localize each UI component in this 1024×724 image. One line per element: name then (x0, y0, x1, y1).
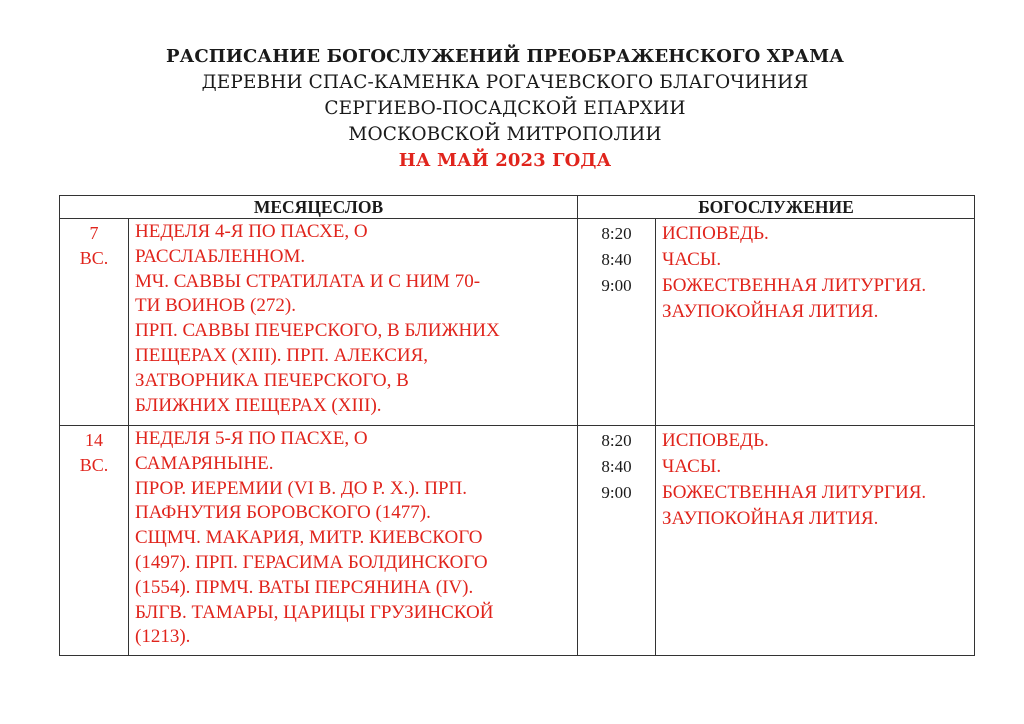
times-cell (578, 219, 656, 426)
saints-line: ЗАТВОРНИКА ПЕЧЕРСКОГО, В (135, 369, 409, 391)
service-time: 9:00 (601, 483, 632, 502)
service-time: 8:20 (601, 431, 632, 450)
service-name: ЧАСЫ. (662, 249, 722, 270)
title-line-4: МОСКОВСКОЙ МИТРОПОЛИИ (348, 124, 662, 145)
service-name: ЗАУПОКОЙНАЯ ЛИТИЯ. (662, 301, 879, 322)
service-time: 9:00 (601, 276, 632, 295)
calendar-cell (129, 219, 578, 426)
service-name: ИСПОВЕДЬ. (662, 223, 769, 244)
service-name: БОЖЕСТВЕННАЯ ЛИТУРГИЯ. (662, 482, 927, 503)
date-cell (60, 219, 129, 426)
saints-line: САМАРЯНЫНЕ. (135, 452, 274, 474)
saints-line: (1213). (135, 626, 191, 648)
service-time: 8:40 (601, 457, 632, 476)
saints-line: (1497). ПРП. ГЕРАСИМА БОЛДИНСКОГО (135, 551, 488, 573)
title-month: НА МАЙ 2023 ГОДА (398, 150, 612, 171)
saints-line: НЕДЕЛЯ 4-Я ПО ПАСХЕ, О (135, 221, 368, 242)
document-header (0, 44, 1010, 174)
service-name: ИСПОВЕДЬ. (662, 430, 769, 451)
day-number: 14 (85, 430, 103, 450)
calendar-cell (129, 426, 578, 656)
column-header-calendar: МЕСЯЦЕСЛОВ (60, 196, 578, 219)
saints-line: ПРП. САВВЫ ПЕЧЕРСКОГО, В БЛИЖНИХ (135, 320, 500, 342)
column-header-service: БОГОСЛУЖЕНИЕ (578, 196, 975, 219)
saints-line: МЧ. САВВЫ СТРАТИЛАТА И С НИМ 70- (135, 270, 481, 292)
service-name: ЧАСЫ. (662, 456, 722, 477)
title-line-1: РАСПИСАНИЕ БОГОСЛУЖЕНИЙ ПРЕОБРАЖЕНСКОГО ХРАМА (165, 46, 844, 67)
saints-line: БЛГВ. ТАМАРЫ, ЦАРИЦЫ ГРУЗИНСКОЙ (135, 601, 494, 623)
service-name: ЗАУПОКОЙНАЯ ЛИТИЯ. (662, 508, 879, 529)
title-line-2: ДЕРЕВНИ СПАС-КАМЕНКА РОГАЧЕВСКОГО БЛАГОЧИНИЯ (201, 72, 809, 93)
title-line-3: СЕРГИЕВО-ПОСАДСКОЙ ЕПАРХИИ (324, 98, 686, 119)
saints-line: ТИ ВОИНОВ (272). (135, 295, 296, 317)
service-time: 8:20 (601, 224, 632, 243)
day-number: 7 (89, 223, 99, 243)
times-cell (578, 426, 656, 656)
schedule-table (59, 195, 975, 656)
table-row (60, 219, 975, 426)
table-row (60, 426, 975, 656)
saints-line: ПАФНУТИЯ БОРОВСКОГО (1477). (135, 502, 431, 524)
saints-line: НЕДЕЛЯ 5-Я ПО ПАСХЕ, О (135, 428, 368, 449)
saints-line: РАССЛАБЛЕННОМ. (135, 245, 306, 267)
table-header-row (60, 196, 975, 219)
weekday: ВС. (79, 455, 109, 475)
saints-line: СЩМЧ. МАКАРИЯ, МИТР. КИЕВСКОГО (135, 527, 483, 549)
date-cell (60, 426, 129, 656)
saints-line: БЛИЖНИХ ПЕЩЕРАХ (XIII). (135, 394, 382, 416)
saints-line: ПРОР. ИЕРЕМИИ (VI В. ДО Р. Х.). ПРП. (135, 477, 467, 499)
service-time: 8:40 (601, 250, 632, 269)
weekday: ВС. (79, 248, 109, 268)
saints-line: ПЕЩЕРАХ (XIII). ПРП. АЛЕКСИЯ, (135, 344, 429, 366)
services-cell (656, 426, 975, 656)
services-cell (656, 219, 975, 426)
saints-line: (1554). ПРМЧ. ВАТЫ ПЕРСЯНИНА (IV). (135, 576, 474, 598)
service-name: БОЖЕСТВЕННАЯ ЛИТУРГИЯ. (662, 275, 927, 296)
